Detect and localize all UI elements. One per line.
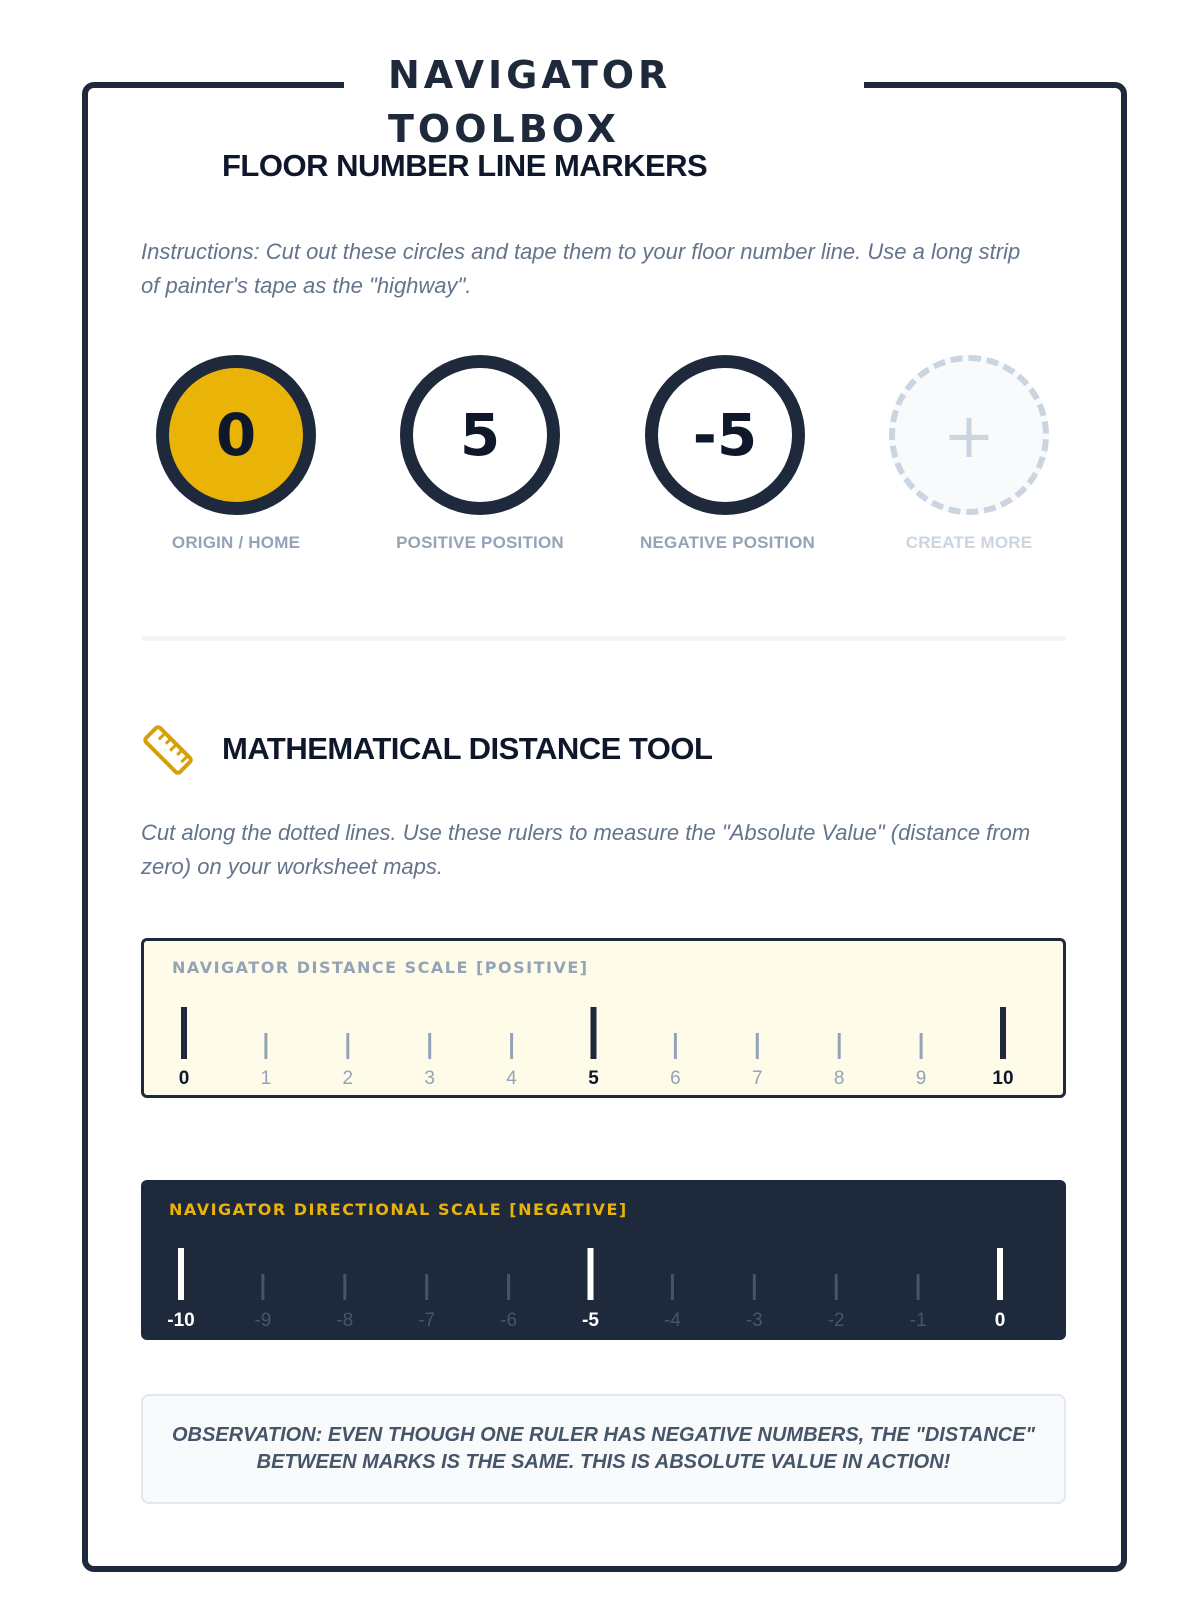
marker-circle-positive: 5 [400, 355, 560, 515]
positive-ruler-scale [144, 941, 1063, 1095]
marker-origin[interactable] [151, 355, 321, 553]
create-more-button[interactable] [884, 355, 1054, 553]
ruler-tick-label: -8 [336, 1310, 354, 1331]
ruler-tick-label: -6 [500, 1310, 518, 1331]
section-divider [141, 636, 1066, 641]
ruler-tick-label: 1 [260, 1068, 272, 1089]
ruler-tick-label: 2 [342, 1068, 354, 1089]
marker-label-positive: POSITIVE POSITION [396, 533, 564, 552]
ruler-tick-label: -9 [254, 1310, 272, 1331]
ruler-tick-label: 9 [915, 1068, 927, 1089]
positive-ruler-title: NAVIGATOR DISTANCE SCALE [POSITIVE] [172, 958, 589, 977]
marker-circle-origin: 0 [156, 355, 316, 515]
ruler-tick-label: 0 [178, 1068, 190, 1089]
ruler-tick-label: 7 [752, 1068, 763, 1089]
negative-ruler[interactable] [141, 1180, 1066, 1340]
markers-section-title: FLOOR NUMBER LINE MARKERS [222, 148, 708, 183]
negative-ruler-title: NAVIGATOR DIRECTIONAL SCALE [NEGATIVE] [169, 1200, 628, 1219]
ruler-tick-label: 6 [670, 1068, 681, 1089]
ruler-tick-label: -4 [663, 1310, 681, 1331]
observation-note: OBSERVATION: EVEN THOUGH ONE RULER HAS NEGATIVE NUMBERS, THE "DISTANCE" BETWEEN MARKS IS THE SAME. THIS IS ABSOLUTE VALUE IN ACTION! [141, 1394, 1066, 1504]
ruler-tick-label: 3 [424, 1068, 435, 1089]
marker-circle-negative: -5 [645, 355, 805, 515]
ruler-tick-label: -7 [418, 1310, 436, 1331]
marker-negative[interactable] [640, 355, 815, 553]
ruler-tick-label: 10 [992, 1068, 1014, 1089]
ruler-tick-label: 4 [506, 1068, 517, 1089]
ruler-tick-label: -5 [582, 1310, 599, 1331]
negative-ruler-scale [141, 1180, 1066, 1340]
create-more-label: CREATE MORE [905, 533, 1033, 552]
positive-ruler[interactable] [141, 938, 1066, 1098]
marker-label-origin: ORIGIN / HOME [171, 533, 301, 552]
ruler-tick-label: 8 [833, 1068, 845, 1089]
ruler-tick-label: -10 [167, 1310, 195, 1331]
ruler-tick-label: 0 [994, 1310, 1006, 1331]
distance-section-title: MATHEMATICAL DISTANCE TOOL [222, 731, 713, 766]
plus-icon: + [889, 355, 1049, 515]
ruler-tick-label: -3 [745, 1310, 763, 1331]
ruler-tick-label: -1 [909, 1310, 927, 1331]
ruler-icon [140, 722, 196, 778]
markers-instructions: Instructions: Cut out these circles and tape them to your floor number line. Use a long strip of painter's tape as the "highway". [141, 239, 1021, 298]
distance-instructions: Cut along the dotted lines. Use these rulers to measure the "Absolute Value" (distance from zero) on your worksheet maps. [141, 820, 1031, 879]
marker-positive[interactable] [395, 355, 565, 553]
ruler-tick-label: -2 [827, 1310, 845, 1331]
ruler-tick-label: 5 [588, 1068, 599, 1089]
marker-label-negative: NEGATIVE POSITION [640, 533, 815, 552]
page-title: NAVIGATOR TOOLBOX [344, 48, 864, 148]
